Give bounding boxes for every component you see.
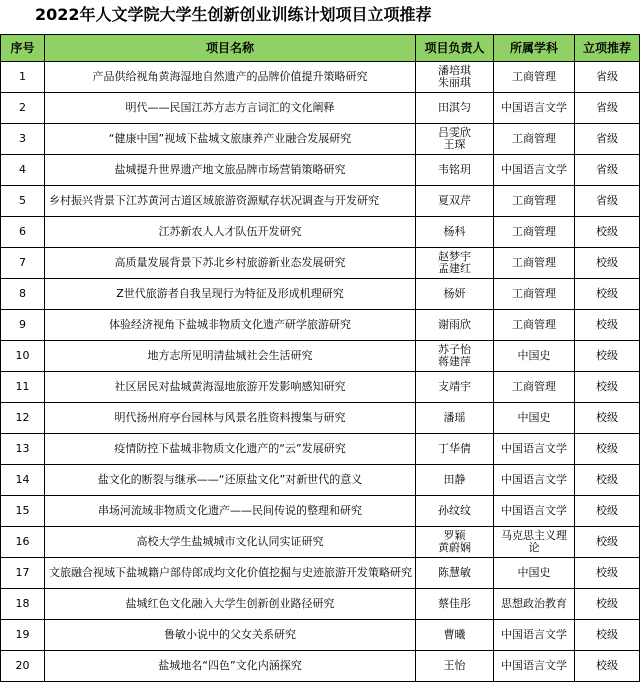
- row-number: 8: [1, 279, 45, 310]
- leader-name: 黄蔚娴: [438, 541, 471, 554]
- leader-name: 蒋建萍: [438, 355, 471, 368]
- leader-name: 王琛: [443, 138, 466, 151]
- subject: 中国语言文学: [494, 651, 575, 682]
- subject: 工商管理: [494, 310, 575, 341]
- project-leader: [416, 248, 494, 279]
- table-row: [1, 341, 640, 372]
- project-table: [0, 34, 640, 682]
- subject: 中国语言文学: [494, 465, 575, 496]
- project-name: 明代——民国江苏方志方言词汇的文化阐释: [45, 93, 416, 124]
- table-row: [1, 279, 640, 310]
- table-row: [1, 403, 640, 434]
- leader-name: 陈慧敏: [438, 566, 471, 579]
- leader-name: 蔡佳彤: [438, 597, 471, 610]
- row-number: 5: [1, 186, 45, 217]
- subject: 工商管理: [494, 248, 575, 279]
- project-name: 体验经济视角下盐城非物质文化遗产研学旅游研究: [45, 310, 416, 341]
- subject: 工商管理: [494, 372, 575, 403]
- table-row: [1, 62, 640, 93]
- table-row: [1, 155, 640, 186]
- project-name: 盐文化的断裂与继承——“还原盐文化”对新世代的意义: [45, 465, 416, 496]
- subject: 中国语言文学: [494, 434, 575, 465]
- recommend-level: 校级: [575, 310, 640, 341]
- recommend-level: 校级: [575, 217, 640, 248]
- project-name: 盐城地名“四色”文化内涵探究: [45, 651, 416, 682]
- leader-name: 谢雨欣: [438, 318, 471, 331]
- project-leader: [416, 403, 494, 434]
- project-leader: [416, 124, 494, 155]
- table-row: [1, 372, 640, 403]
- subject: 工商管理: [494, 62, 575, 93]
- header-level: 立项推荐: [575, 35, 640, 62]
- subject: 中国史: [494, 558, 575, 589]
- subject: 中国史: [494, 403, 575, 434]
- recommend-level: 省级: [575, 155, 640, 186]
- leader-name: 杨科: [443, 225, 466, 238]
- project-name: 明代扬州府亭台园林与风景名胜资料搜集与研究: [45, 403, 416, 434]
- recommend-level: 省级: [575, 62, 640, 93]
- project-name: 疫情防控下盐城非物质文化遗产的“云”发展研究: [45, 434, 416, 465]
- project-leader: [416, 217, 494, 248]
- leader-name: 孟建红: [438, 262, 471, 275]
- recommend-level: 省级: [575, 186, 640, 217]
- leader-name: 杨妍: [443, 287, 466, 300]
- row-number: 18: [1, 589, 45, 620]
- project-name: 社区居民对盐城黄海湿地旅游开发影响感知研究: [45, 372, 416, 403]
- project-leader: [416, 434, 494, 465]
- subject: 中国史: [494, 341, 575, 372]
- leader-name: 田静: [443, 473, 466, 486]
- project-leader: [416, 186, 494, 217]
- leader-name: 苏子怡: [438, 343, 471, 356]
- recommend-level: 校级: [575, 248, 640, 279]
- project-name: 鲁敏小说中的父女关系研究: [45, 620, 416, 651]
- project-leader: [416, 589, 494, 620]
- project-leader: [416, 496, 494, 527]
- header-leader: 项目负责人: [416, 35, 494, 62]
- table-row: [1, 124, 640, 155]
- row-number: 2: [1, 93, 45, 124]
- row-number: 19: [1, 620, 45, 651]
- table-row: [1, 186, 640, 217]
- subject: 中国语言文学: [494, 620, 575, 651]
- header-no: 序号: [1, 35, 45, 62]
- project-leader: [416, 651, 494, 682]
- project-leader: [416, 465, 494, 496]
- leader-name: 韦铭玥: [438, 163, 471, 176]
- project-name: 产品供给视角黄海湿地自然遗产的品牌价值提升策略研究: [45, 62, 416, 93]
- leader-name: 潘培琪: [438, 64, 471, 77]
- header-project-name: 项目名称: [45, 35, 416, 62]
- table-row: [1, 558, 640, 589]
- table-body: [1, 62, 640, 682]
- table-row: [1, 217, 640, 248]
- project-name: 高质量发展背景下苏北乡村旅游新业态发展研究: [45, 248, 416, 279]
- row-number: 13: [1, 434, 45, 465]
- recommend-level: 校级: [575, 465, 640, 496]
- table-row: [1, 496, 640, 527]
- project-leader: [416, 527, 494, 558]
- row-number: 16: [1, 527, 45, 558]
- project-name: 乡村振兴背景下江苏黄河古道区域旅游资源赋存状况调查与开发研究: [45, 186, 416, 217]
- leader-name: 支靖宇: [438, 380, 471, 393]
- subject: 中国语言文学: [494, 155, 575, 186]
- leader-name: 曹曦: [443, 628, 466, 641]
- row-number: 14: [1, 465, 45, 496]
- row-number: 11: [1, 372, 45, 403]
- recommend-level: 校级: [575, 434, 640, 465]
- leader-name: 丁华倩: [438, 442, 471, 455]
- table-row: [1, 93, 640, 124]
- row-number: 15: [1, 496, 45, 527]
- row-number: 6: [1, 217, 45, 248]
- row-number: 3: [1, 124, 45, 155]
- project-name: 江苏新农人人才队伍开发研究: [45, 217, 416, 248]
- table-row: [1, 651, 640, 682]
- recommend-level: 校级: [575, 651, 640, 682]
- subject: 工商管理: [494, 186, 575, 217]
- leader-name: 吕雯欣: [438, 126, 471, 139]
- project-name: 盐城红色文化融入大学生创新创业路径研究: [45, 589, 416, 620]
- leader-name: 朱丽琪: [438, 76, 471, 89]
- recommend-level: 校级: [575, 403, 640, 434]
- recommend-level: 校级: [575, 527, 640, 558]
- row-number: 7: [1, 248, 45, 279]
- subject: 思想政治教育: [494, 589, 575, 620]
- leader-name: 王怡: [443, 659, 466, 672]
- table-row: [1, 248, 640, 279]
- leader-name: 夏双芹: [438, 194, 471, 207]
- row-number: 1: [1, 62, 45, 93]
- table-row: [1, 434, 640, 465]
- leader-name: 潘瑶: [443, 411, 466, 424]
- table-row: [1, 620, 640, 651]
- recommend-level: 校级: [575, 558, 640, 589]
- project-name: 串场河流域非物质文化遗产——民间传说的整理和研究: [45, 496, 416, 527]
- subject: 中国语言文学: [494, 93, 575, 124]
- subject: 马克思主义理论: [494, 527, 575, 558]
- leader-name: 罗颖: [443, 529, 466, 542]
- project-name: 地方志所见明清盐城社会生活研究: [45, 341, 416, 372]
- project-leader: [416, 62, 494, 93]
- subject: 中国语言文学: [494, 496, 575, 527]
- project-leader: [416, 620, 494, 651]
- project-leader: [416, 341, 494, 372]
- project-name: 文旅融合视域下盐城籍户部侍郎成均文化价值挖掘与史迹旅游开发策略研究: [45, 558, 416, 589]
- table-row: [1, 465, 640, 496]
- row-number: 12: [1, 403, 45, 434]
- recommend-level: 校级: [575, 372, 640, 403]
- recommend-level: 省级: [575, 124, 640, 155]
- subject: 工商管理: [494, 279, 575, 310]
- subject: 工商管理: [494, 124, 575, 155]
- recommend-level: 校级: [575, 620, 640, 651]
- project-leader: [416, 310, 494, 341]
- leader-name: 赵梦宇: [438, 250, 471, 263]
- project-leader: [416, 93, 494, 124]
- table-row: [1, 589, 640, 620]
- project-name: 高校大学生盐城城市文化认同实证研究: [45, 527, 416, 558]
- project-name: “健康中国”视域下盐城文旅康养产业融合发展研究: [45, 124, 416, 155]
- page-title: 2022年人文学院大学生创新创业训练计划项目立项推荐: [35, 5, 432, 24]
- recommend-level: 校级: [575, 341, 640, 372]
- row-number: 17: [1, 558, 45, 589]
- project-leader: [416, 155, 494, 186]
- project-leader: [416, 558, 494, 589]
- project-leader: [416, 372, 494, 403]
- row-number: 10: [1, 341, 45, 372]
- leader-name: 孙纹纹: [438, 504, 471, 517]
- leader-name: 田淇匀: [438, 101, 471, 114]
- header-subject: 所属学科: [494, 35, 575, 62]
- project-name: Z世代旅游者自我呈现行为特征及形成机理研究: [45, 279, 416, 310]
- recommend-level: 校级: [575, 496, 640, 527]
- project-leader: [416, 279, 494, 310]
- project-name: 盐城提升世界遗产地文旅品牌市场营销策略研究: [45, 155, 416, 186]
- row-number: 20: [1, 651, 45, 682]
- recommend-level: 省级: [575, 93, 640, 124]
- recommend-level: 校级: [575, 279, 640, 310]
- recommend-level: 校级: [575, 589, 640, 620]
- table-row: [1, 527, 640, 558]
- row-number: 4: [1, 155, 45, 186]
- row-number: 9: [1, 310, 45, 341]
- subject: 工商管理: [494, 217, 575, 248]
- table-row: [1, 310, 640, 341]
- table-header-row: [1, 35, 640, 62]
